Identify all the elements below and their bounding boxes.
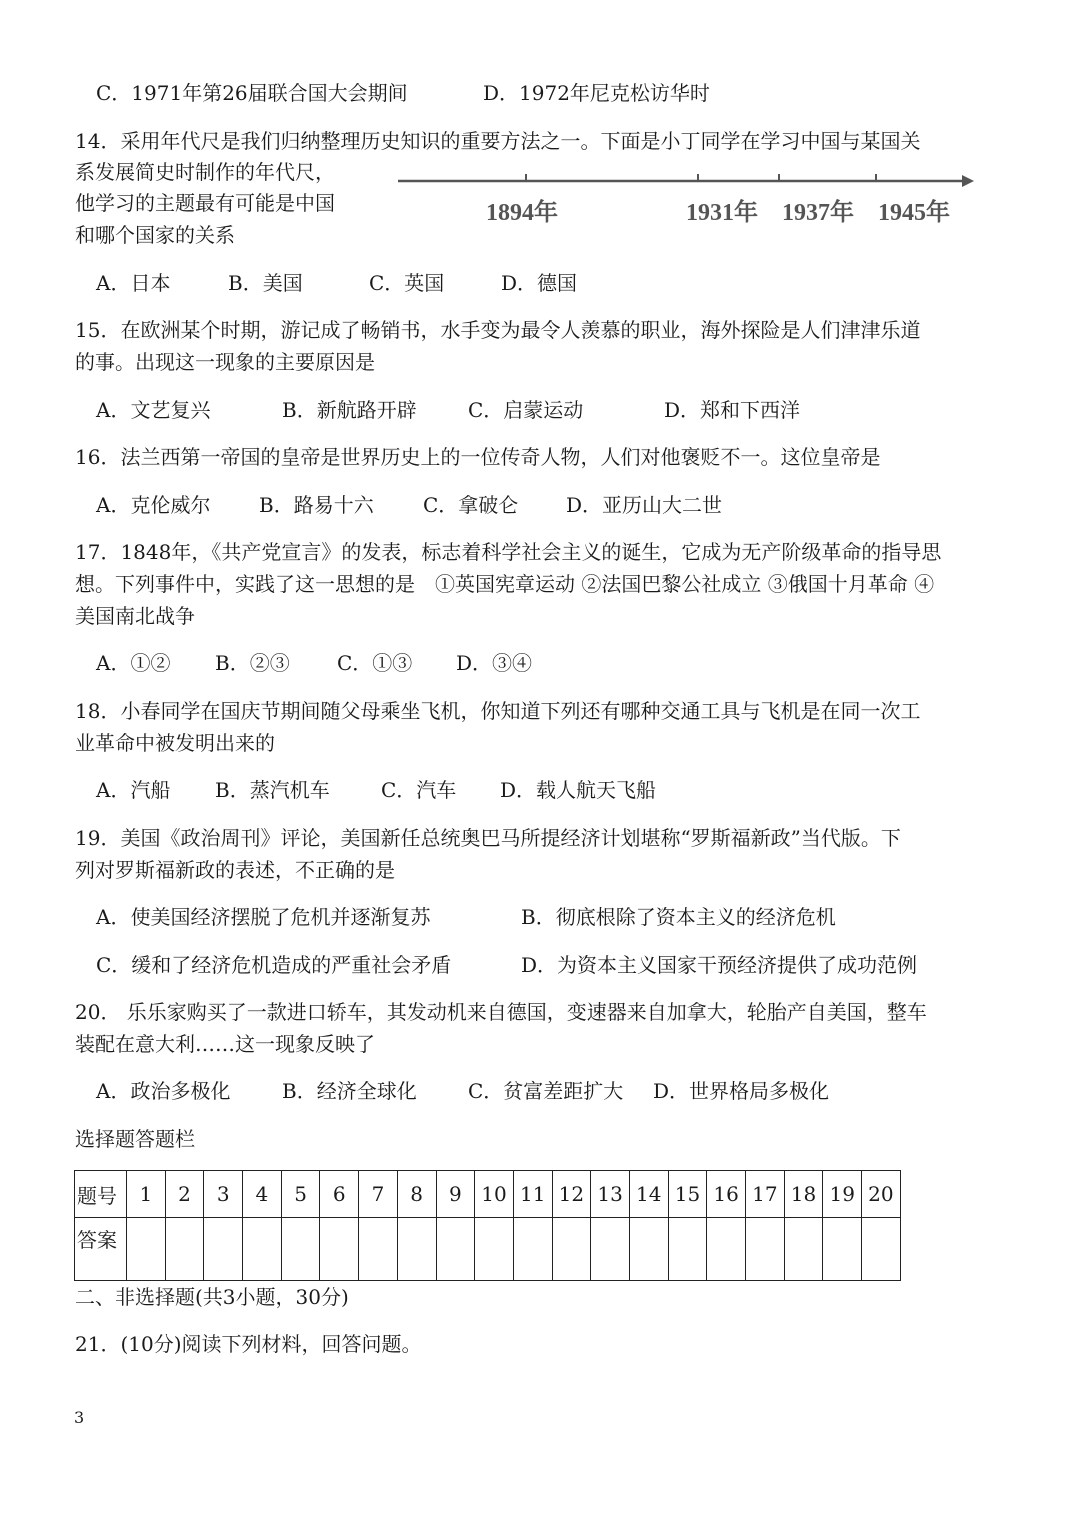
answer-cell[interactable]: [513, 1218, 552, 1281]
question-number-cell: 20: [862, 1171, 901, 1218]
timeline-label-1894: 1894年: [486, 200, 558, 226]
q15-stem-line2: 的事。出现这一现象的主要原因是: [75, 350, 375, 374]
answer-cell[interactable]: [243, 1218, 282, 1281]
answer-cell[interactable]: [552, 1218, 591, 1281]
q13-option-c: C．1971年第26届联合国大会期间: [96, 81, 408, 105]
q19-option-c: C．缓和了经济危机造成的严重社会矛盾: [96, 953, 452, 977]
timeline-label-1937: 1937年: [782, 200, 854, 226]
q15-option-b: B．新航路开辟: [282, 398, 417, 422]
answer-cell[interactable]: [862, 1218, 901, 1281]
timeline-label-1945: 1945年: [878, 200, 950, 226]
question-number-cell: 6: [320, 1171, 359, 1218]
answer-cell[interactable]: [281, 1218, 320, 1281]
answer-cell[interactable]: [359, 1218, 398, 1281]
q14-stem-line3: 他学习的主题最有可能是中国: [75, 191, 335, 215]
q19-stem-line1: 19．美国《政治周刊》评论，美国新任总统奥巴马所提经济计划堪称“罗斯福新政”当代版。下: [75, 826, 901, 850]
answer-cell[interactable]: [475, 1218, 514, 1281]
q20-option-a: A．政治多极化: [96, 1079, 231, 1103]
answer-cell[interactable]: [746, 1218, 785, 1281]
answer-table-answer-row: [75, 1218, 901, 1281]
q19-stem-line2: 列对罗斯福新政的表述，不正确的是: [75, 858, 395, 882]
question-number-cell: 4: [243, 1171, 282, 1218]
q16-option-d: D．亚历山大二世: [566, 493, 723, 517]
answer-cell[interactable]: [591, 1218, 630, 1281]
q20-stem-line1: 20． 乐乐家购买了一款进口轿车，其发动机来自德国，变速器来自加拿大，轮胎产自美国，整车: [75, 1000, 927, 1024]
q18-stem-line1: 18．小春同学在国庆节期间随父母乘坐飞机，你知道下列还有哪种交通工具与飞机是在同一次工: [75, 699, 921, 723]
q14-stem-line2: 系发展简史时制作的年代尺，: [75, 160, 335, 184]
q19-option-a: A．使美国经济摆脱了危机并逐渐复苏: [96, 905, 431, 929]
question-number-cell: 10: [475, 1171, 514, 1218]
answer-cell[interactable]: [165, 1218, 204, 1281]
question-number-cell: 3: [204, 1171, 243, 1218]
q15-option-c: C．启蒙运动: [468, 398, 584, 422]
q17-option-d: D．③④: [456, 651, 533, 675]
question-number-cell: 16: [707, 1171, 746, 1218]
answer-cell[interactable]: [204, 1218, 243, 1281]
q18-option-d: D．载人航天飞船: [500, 778, 657, 802]
answer-table: [74, 1170, 901, 1281]
answer-cell[interactable]: [784, 1218, 823, 1281]
question-number-cell: 9: [436, 1171, 475, 1218]
q19-option-b: B．彻底根除了资本主义的经济危机: [521, 905, 836, 929]
question-number-cell: 5: [281, 1171, 320, 1218]
q14-stem-line1: 14．采用年代尺是我们归纳整理历史知识的重要方法之一。下面是小丁同学在学习中国与某国关: [75, 129, 921, 153]
q16-option-a: A．克伦威尔: [96, 493, 211, 517]
q20-option-b: B．经济全球化: [282, 1079, 417, 1103]
q18-option-a: A．汽船: [96, 778, 171, 802]
answer-section-title: 选择题答题栏: [75, 1127, 195, 1151]
answer-table-number-row: [75, 1171, 901, 1218]
q16-option-c: C．拿破仑: [423, 493, 519, 517]
timeline-axis: [396, 168, 974, 192]
q17-stem-line3: 美国南北战争: [75, 604, 195, 628]
q17-stem-line2: 想。下列事件中，实践了这一思想的是 ①英国宪章运动 ②法国巴黎公社成立 ③俄国十月革命 ④: [75, 572, 935, 596]
q15-stem-line1: 15．在欧洲某个时期，游记成了畅销书，水手变为最令人羡慕的职业，海外探险是人们津津乐道: [75, 318, 921, 342]
q13-option-d: D．1972年尼克松访华时: [483, 81, 710, 105]
question-number-cell: 13: [591, 1171, 630, 1218]
q14-stem-line4: 和哪个国家的关系: [75, 223, 235, 247]
question-number-cell: 11: [513, 1171, 552, 1218]
q20-option-c: C．贫富差距扩大: [468, 1079, 624, 1103]
answer-cell[interactable]: [629, 1218, 668, 1281]
q20-option-d: D．世界格局多极化: [653, 1079, 830, 1103]
question-number-cell: 12: [552, 1171, 591, 1218]
q16-option-b: B．路易十六: [259, 493, 374, 517]
question-number-cell: 1: [127, 1171, 166, 1218]
q14-option-a: A．日本: [96, 271, 171, 295]
q17-option-b: B．②③: [215, 651, 290, 675]
question-number-cell: 19: [823, 1171, 862, 1218]
question-number-cell: 18: [784, 1171, 823, 1218]
q18-option-c: C．汽车: [381, 778, 457, 802]
part2-heading: 二、非选择题(共3小题，30分): [75, 1285, 349, 1309]
q17-option-c: C．①③: [337, 651, 413, 675]
q16-stem-line1: 16．法兰西第一帝国的皇帝是世界历史上的一位传奇人物，人们对他褒贬不一。这位皇帝是: [75, 445, 881, 469]
q18-option-b: B．蒸汽机车: [215, 778, 330, 802]
question-number-cell: 2: [165, 1171, 204, 1218]
q15-option-d: D．郑和下西洋: [664, 398, 801, 422]
answer-cell[interactable]: [127, 1218, 166, 1281]
q14-option-c: C．英国: [369, 271, 445, 295]
timeline-label-1931: 1931年: [686, 200, 758, 226]
answer-cell[interactable]: [397, 1218, 436, 1281]
q14-option-b: B．美国: [228, 271, 303, 295]
answer-row-header: 答案: [75, 1218, 127, 1281]
q15-option-a: A．文艺复兴: [96, 398, 211, 422]
answer-cell[interactable]: [707, 1218, 746, 1281]
page-number: 3: [74, 1408, 85, 1427]
question-number-cell: 7: [359, 1171, 398, 1218]
q20-stem-line2: 装配在意大利……这一现象反映了: [75, 1032, 375, 1056]
answer-cell[interactable]: [823, 1218, 862, 1281]
answer-cell[interactable]: [668, 1218, 707, 1281]
q21-stem: 21．(10分)阅读下列材料，回答问题。: [75, 1332, 422, 1356]
question-number-cell: 17: [746, 1171, 785, 1218]
q18-stem-line2: 业革命中被发明出来的: [75, 731, 275, 755]
answer-cell[interactable]: [436, 1218, 475, 1281]
q17-option-a: A．①②: [96, 651, 171, 675]
question-number-cell: 14: [629, 1171, 668, 1218]
question-number-cell: 8: [397, 1171, 436, 1218]
q14-option-d: D．德国: [501, 271, 578, 295]
question-number-cell: 15: [668, 1171, 707, 1218]
q17-stem-line1: 17．1848年，《共产党宣言》的发表，标志着科学社会主义的诞生，它成为无产阶级革命的指导思: [75, 540, 942, 564]
answer-cell[interactable]: [320, 1218, 359, 1281]
number-row-header: 题号: [75, 1171, 127, 1218]
timeline-ruler: [396, 168, 974, 224]
q19-option-d: D．为资本主义国家干预经济提供了成功范例: [521, 953, 918, 977]
